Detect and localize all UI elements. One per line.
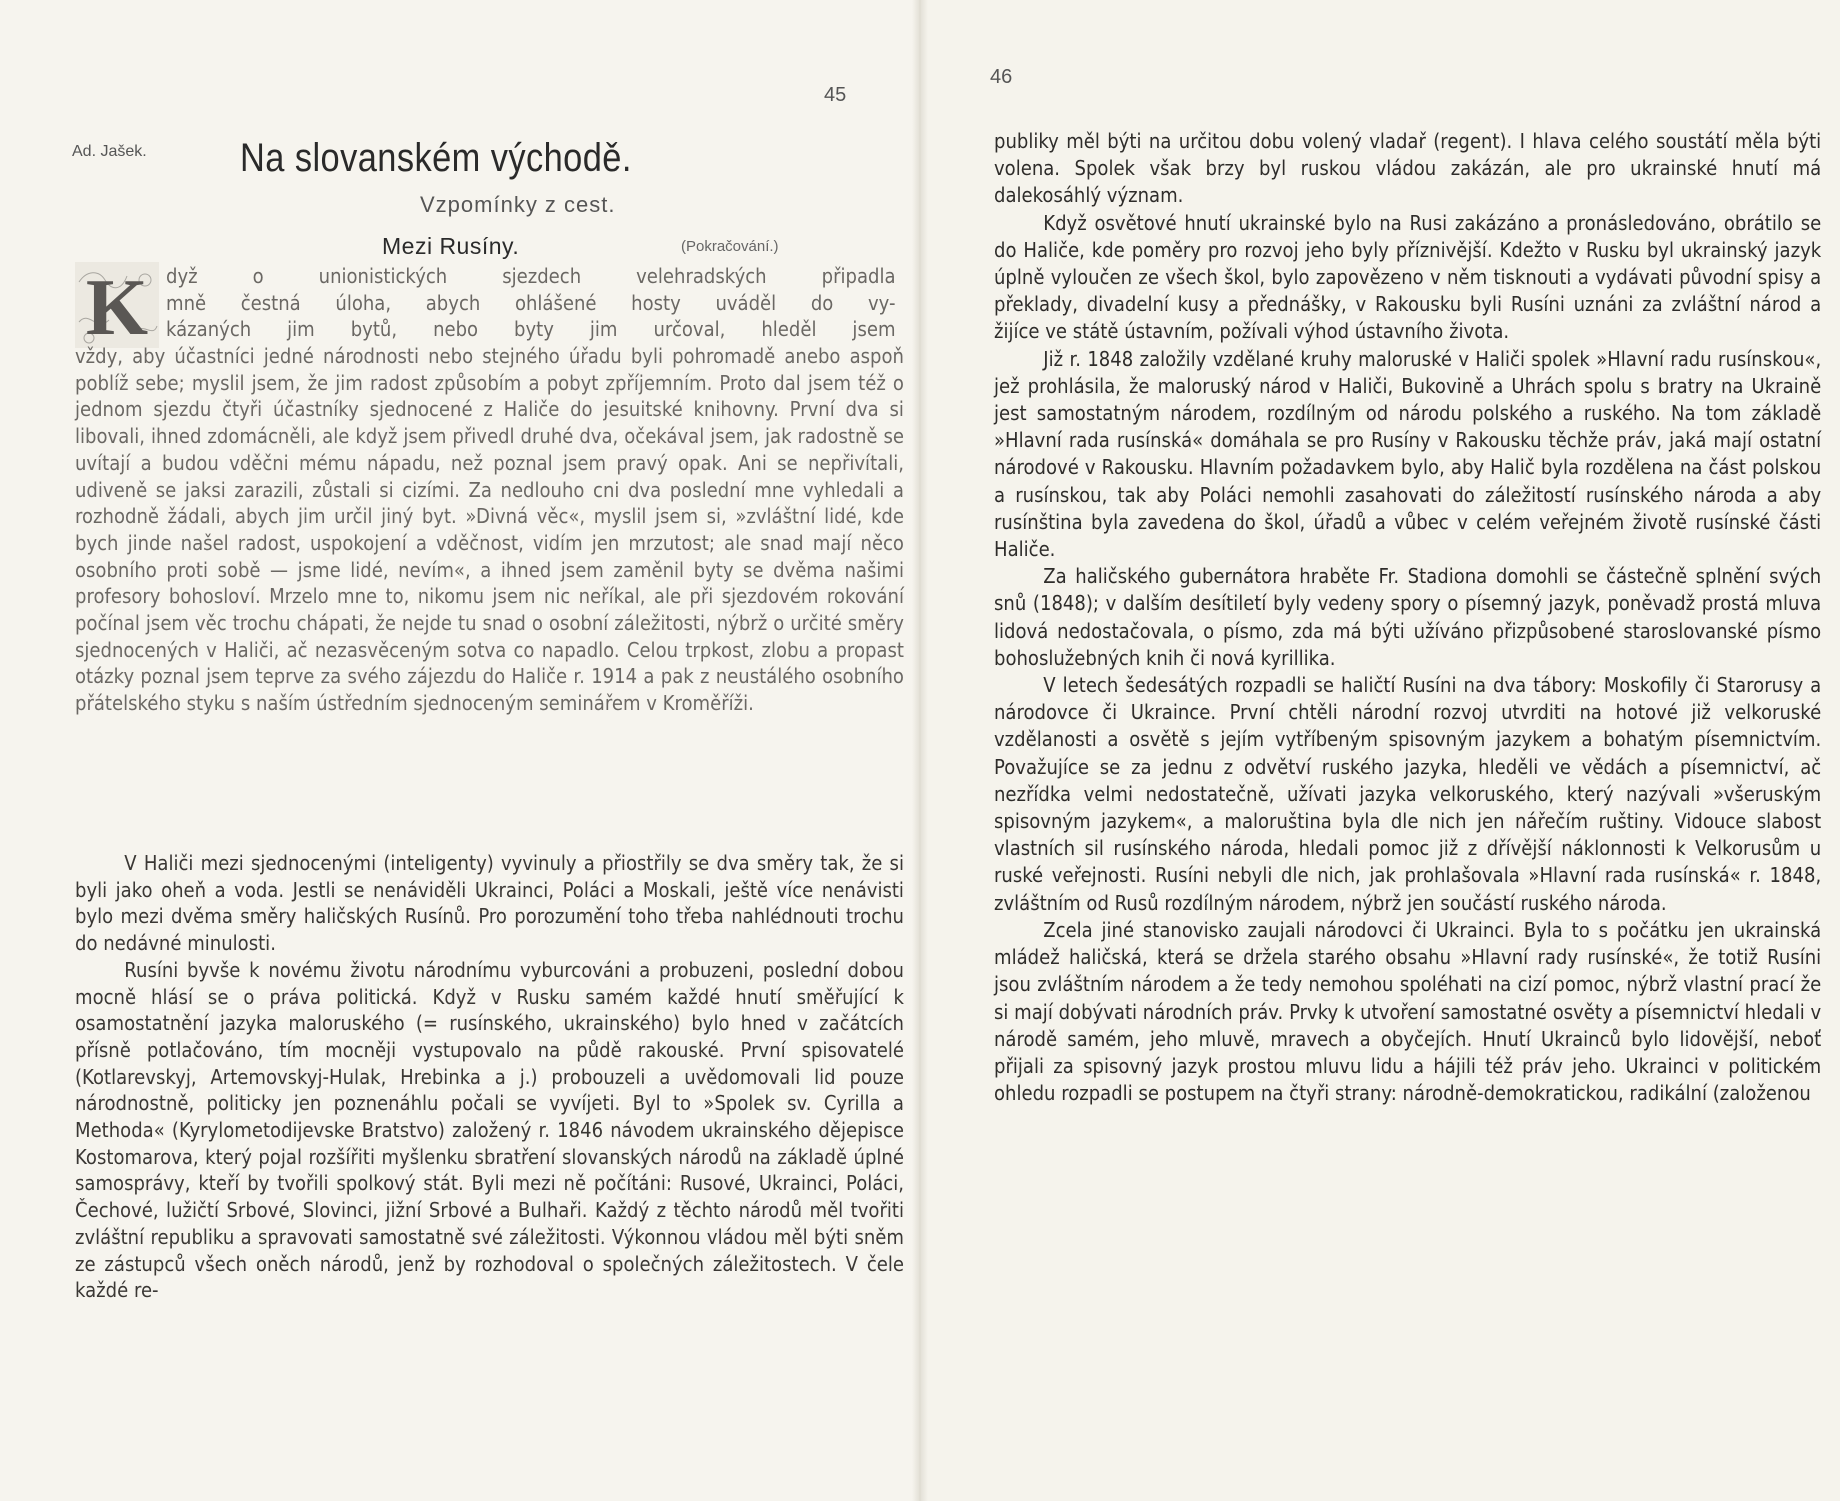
right-paragraph-1: Když osvětové hnutí ukrainské bylo na Rusi zakázáno a pronásledováno, obrátilo se do Haliče, kde poměry pro rozvoj jeho byly příznivější. Kdežto v Rusku byl ukrainský jazyk úplně vyloučen ze všech škol, bylo zapovězeno v něm tisknouti a vydávati původní spisy a překlady, divadelní kusy a přednášky, v Rakousku byli Rusíni uznáni za zvláštní národ a žijíce ve státě ústavním, požívali výhod ústavního života. bbox=[994, 210, 1822, 344]
right-paragraph-4: V letech šedesátých rozpadli se haličtí Rusíni na dva tábory: Moskofily či Starorusy a národovce či Ukraince. První chtěli národní rozvoj utvrditi na hotové již velkoruské vzdělanosti a osvětě s jejím vytříbeným spisovným jazykem a bohatým písemnictvím. Považujíce se za jednu z odvětví ruského jazyka, hleděli ve vědách a písemnictví, ač nezřídka velmi nedostatečně, užívati jazyka velkoruského, který nazývali »všeruským spisovným jazykem«, a maloruština byla dle nich jen nářečím ruštiny. Vidouce slabost vlastních sil rusínského národa, hledali pomoc již z dřívější náklonnosti k Velkorusům u ruské veřejnosti. Rusíni nebyli dle nich, jak prohlašovala »Hlavní rada rusínská« r. 1848, zvláštním od Rusů rozdílným národem, nýbrž jen součástí ruského národa. bbox=[994, 673, 1822, 915]
right-paragraph-3: Za haličského gubernátora hraběte Fr. Stadiona domohli se částečně splnění svých snů (1848); v dalším desítiletí byly vedeny spory o písemný jazyk, poněvadž prostá mluva lidová nedostačovala, o písmo, zda má býti užíváno přizpůsobené staroslovanské písmo bohoslužebných knih či nová kyrillika. bbox=[994, 564, 1822, 670]
right-page bbox=[920, 0, 1840, 1501]
drop-cap-lines bbox=[166, 263, 896, 343]
drop-cap-k bbox=[75, 262, 159, 348]
right-paragraph-5: Zcela jiné stanovisko zaujali národovci či Ukrainci. Byla to s počátku jen ukrainská mládež haličská, která se držela starého obsahu »Hlavní rady rusínské«, že totiž Rusíni jsou zvláštním národem a že tedy nemohou spoléhati na cizí pomoc, nýbrž vlastní prací že si mají dobývati národních práv. Prvky k utvoření samostatné osvěty a písemnictví hledali v národě samém, jeho mluvě, mravech a obyčejích. Hnutí Ukrainců bylo lidovější, neboť přijali za spisovný jazyk prostou mluvu lidu a hájili též práv jeho. Ukrainci v politickém ohledu rozpadli se postupem na čtyři strany: národně-demokratickou, radikální (založenou bbox=[994, 917, 1822, 1106]
drop-line-1: dyž o unionistických sjezdech velehradských připadla bbox=[166, 264, 896, 288]
author-name: Ad. Jašek. bbox=[72, 143, 147, 160]
left-paragraph-2: Rusíni byvše k novému životu národnímu vyburcováni a probuzeni, poslední dobou mocně hlásí se o práva politická. Když v Rusku samém každé hnutí směřující k osamostatnění jazyka maloruského (= rusínského, ukrainského) bylo hned v začátcích přísně potlačováno, tím mocněji vystupovalo na půdě rakouské. První spisovatelé (Kotlarevskyj, Artemovskyj-Hulak, Hrebinka a j.) probouzeli a uvědomovali lid pouze národnostně, politicky jen poznenáhlu počali se vyvíjeti. Byl to »Spolek sv. Cyrilla a Methoda« (Kyrylometodijevske Bratstvo) založený r. 1846 návodem ukrainského dějepisce Kostomarova, který pojal rozšířiti myšlenku sbratření slovanských národů na základě úplné samosprávy, kteří by tvořili spolkový stát. Byli mezi ně počítáni: Rusové, Ukrainci, Poláci, Čechové, lužičtí Srbové, Slovinci, jižní Srbové a Bulhaři. Každý z těchto národů měl tvořiti zvláštní republiku a spravovati samostatně své záležitosti. Výkonnou vládou měl býti sněm ze zástupců všech oněch národů, jenž by rozhodoval o společných záležitostech. V čele každé re- bbox=[75, 957, 904, 1303]
left-body bbox=[75, 850, 904, 1304]
right-paragraph-2: Již r. 1848 založily vzdělané kruhy maloruské v Haliči spolek »Hlavní radu rusínskou«, jež prohlásila, že maloruský národ v Haliči, Bukovině a Uhrách spolu s bratry na Ukraině jest samostatným národem, rozdílným od národu polského a ruského. Na tom základě »Hlavní rada rusínská« domáhala se pro Rusíny v Rakousku těchže práv, jaká mají ostatní národové v Rakousku. Hlavním požadavkem bylo, aby Halič byla rozdělena na část polskou a rusínskou, tak aby Poláci nemohli zasahovati do záležitostí rusínského národa a aby rusínština byla zavedena do škol, úřadů a vůbec v celém veřejném životě rusínské části Haliče. bbox=[994, 346, 1822, 562]
article-title: Na slovanském východě. bbox=[240, 136, 632, 180]
drop-line-2: mně čestná úloha, abych ohlášené hosty uváděl do vy- bbox=[166, 290, 896, 315]
section-heading: Mezi Rusíny. bbox=[382, 233, 520, 259]
left-paragraph-1: V Haliči mezi sjednocenými (inteligenty) vyvinuly a přiostřily se dva směry tak, že si byli jako oheň a voda. Jestli se nenáviděli Ukrainci, Poláci a Moskali, ještě více nenávisti bylo mezi dvěma směry haličských Rusínů. Pro porozumění toho třeba nahlédnouti trochu do nedávné minulosti. bbox=[75, 851, 904, 956]
drop-cap-letter: K bbox=[85, 264, 149, 348]
continuation-note: (Pokračování.) bbox=[681, 238, 779, 255]
page-number-left: 45 bbox=[824, 84, 847, 106]
drop-line-3: kázaných jim bytů, nebo byty jim určoval, hleděl jsem bbox=[166, 317, 896, 342]
book-gutter bbox=[912, 0, 928, 1501]
intro-paragraph bbox=[75, 343, 904, 717]
right-body bbox=[994, 128, 1821, 1107]
article-subtitle: Vzpomínky z cest. bbox=[420, 192, 616, 217]
right-first-text: publiky měl býti na určitou dobu volený vladař (regent). I hlava celého soustátí měla býti volena. Spolek však brzy byl ruskou vládou zakázán, ale pro ukrainské hnutí má dalekosáhlý význam. bbox=[994, 129, 1822, 208]
page-number-right: 46 bbox=[990, 66, 1013, 88]
intro-paragraph-text: vždy, aby účastníci jedné národnosti nebo stejného úřadu byli pohromadě anebo aspoň poblíž sebe; myslil jsem, že jim radost způsobím a pobyt zpříjemním. Proto dal jsem též o jednom sjezdu čtyři účastníky sjednocené z Haliče do jesuitské knihovny. První dva si libovali, ihned zdomácněli, ale když jsem přivedl druhé dva, očekával jsem, jak radostně se uvítají a budou vděčni mému nápadu, než poznal jsem pravý opak. Ani se nepřivítali, udiveně se jaksi zarazili, zůstali si cizími. Za nedlouho cni dva poslední mne vyhledali a rozhodně žádali, abych jim určil jiný byt. »Divná věc«, myslil jsem si, »zvláštní lidé, kde bych jinde našel radost, uspokojení a vděčnost, vidím jen mrzutost; ale snad mají něco osobního proti sobě — jsme lidé, nevím«, a ihned jsem zaměnil byty se dvěma našimi profesory bohosloví. Mrzelo mne to, nikomu jsem nic neříkal, ale při sjezdovém rokování počínal jsem věc trochu chápati, že nejde tu snad o osobní záležitosti, nýbrž o určité směry sjednocených v Haliči, ač nezasvěceným sotva co napadlo. Celou trpkost, zlobu a propast otázky poznal jsem teprve za svého zájezdu do Haliče r. 1914 a pak z neustálého osobního přátelského styku s naším ústředním sjednoceným seminářem v Kroměříži. bbox=[75, 344, 904, 716]
